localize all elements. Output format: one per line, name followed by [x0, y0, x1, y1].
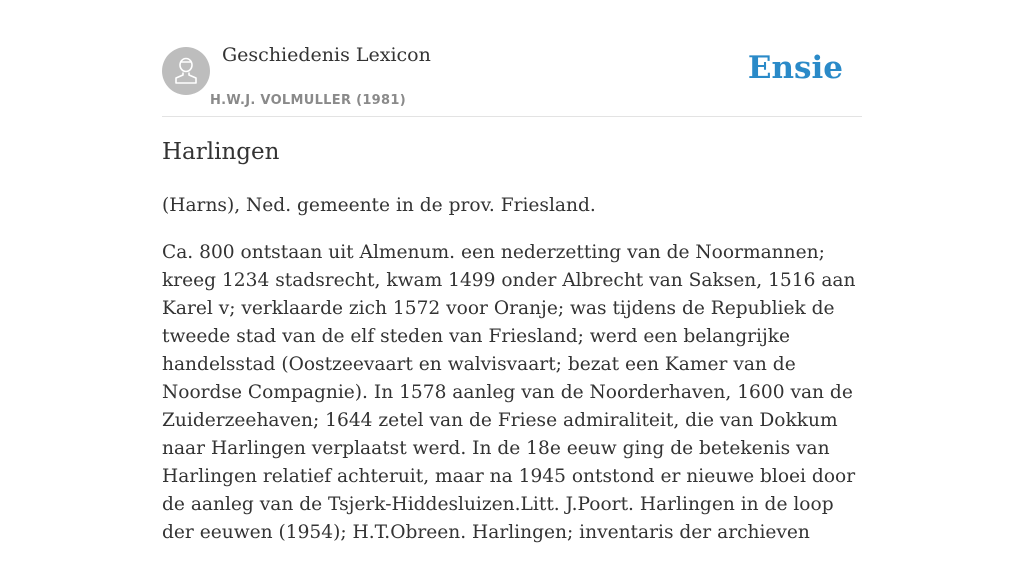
user-silhouette-icon[interactable]	[162, 47, 210, 95]
source-title[interactable]: Geschiedenis Lexicon	[222, 44, 431, 66]
article-body	[162, 192, 862, 566]
brand-logo[interactable]: Ensie	[747, 50, 843, 86]
author-byline[interactable]: H.W.J. VOLMULLER (1981)	[210, 93, 406, 108]
source-header	[162, 0, 862, 117]
article-paragraph-history: Ca. 800 ontstaan uit Almenum. een nederzetting van de Noormannen; kreeg 1234 stadsrecht, kwam 1499 onder Albrecht van Saksen, 1516 aan Karel v; verklaarde zich 1572 voor Oranje; was tijdens de Republiek de tweede stad van de elf steden van Friesland; werd een belangrijke handelsstad (Oostzeevaart en walvisvaart; bezat een Kamer van de Noordse Compagnie). In 1578 aanleg van de Noorderhaven, 1600 van de Zuiderzeehaven; 1644 zetel van de Friese admiraliteit, die van Dokkum naar Harlingen verplaatst werd. In de 18e eeuw ging de betekenis van Harlingen relatief achteruit, maar na 1945 ontstond er nieuwe bloei door de aanleg van de Tsjerk-Hiddesluizen.Litt. J.Poort. Harlingen in de loop der eeuwen (1954); H.T.Obreen. Harlingen; inventaris der archieven	[162, 242, 856, 543]
article-title: Harlingen	[162, 139, 280, 165]
article-paragraph-intro: (Harns), Ned. gemeente in de prov. Friesland.	[162, 195, 596, 216]
